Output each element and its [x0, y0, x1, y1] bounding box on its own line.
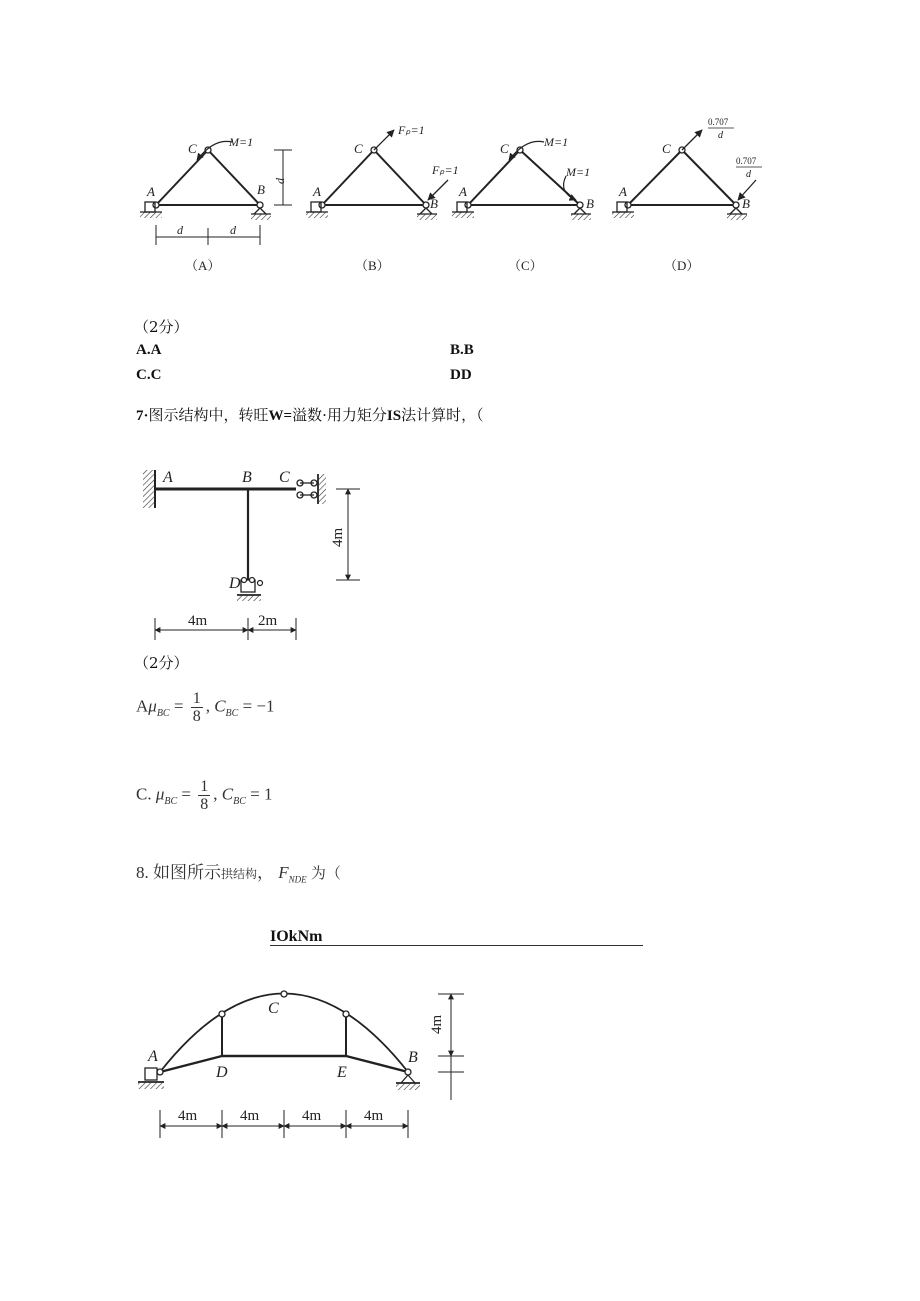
label-b: B	[430, 196, 438, 211]
q8-label-d: D	[216, 1064, 228, 1081]
label-c: C	[500, 141, 509, 156]
q8-load-line	[270, 945, 643, 946]
mu-symbol: μ	[148, 696, 157, 716]
fraction: $\frac{1}{8}$	[200, 778, 209, 813]
label-b: B	[586, 196, 594, 211]
q7-prefix: 7·	[136, 408, 149, 424]
q7-dim-right: 2m	[258, 613, 278, 629]
q7-bold-is: IS	[386, 408, 402, 424]
q8-question: 8. 如图所示拱结构， $F_{NDE}$ 为（	[136, 863, 341, 885]
mu-symbol: μ	[155, 784, 165, 804]
q7-label-c: C	[279, 469, 290, 486]
q7-bold-w: W=	[268, 408, 293, 424]
diagram-a	[140, 135, 292, 273]
label-f2: Fₚ=1	[432, 163, 459, 177]
label-c: C	[354, 141, 363, 156]
q7-dim-left: 4m	[188, 613, 208, 629]
label-c: C	[188, 141, 197, 156]
q7-score: （2分）	[134, 654, 189, 672]
q8-label-a: A	[148, 1048, 158, 1065]
q7-option-c[interactable]: C. $\mu_{BC}$ = $\frac{1}{8}$ , $C_{BC} = 1$	[136, 778, 273, 813]
q6-option-d[interactable]: DD	[450, 367, 472, 383]
q8-dim-2: 4m	[240, 1108, 260, 1124]
diagram-c	[452, 135, 594, 273]
label-f2-den: d	[746, 169, 751, 180]
label-f1-den: d	[718, 130, 723, 141]
caption-b: （B）	[355, 258, 390, 273]
q6-option-b[interactable]: B.B	[450, 342, 474, 358]
q8-dim-4: 4m	[364, 1108, 384, 1124]
label-f1: Fₚ=1	[398, 123, 425, 137]
q7-frame-diagram	[0, 450, 920, 670]
caption-a: （A）	[185, 258, 221, 273]
q7-question	[136, 404, 484, 425]
label-a: A	[459, 184, 467, 199]
q8-label-c: C	[268, 1000, 279, 1017]
label-m: M=1	[229, 135, 254, 149]
q6-score: （2分）	[134, 318, 189, 336]
q7-text-1: 图示结构中，转旺	[148, 406, 269, 424]
q7-text-3: 法计算时，（	[401, 406, 484, 424]
label-f1-num: 0.707	[708, 117, 729, 127]
q6-diagrams	[0, 0, 920, 290]
q8-dim-1: 4m	[178, 1108, 198, 1124]
label-a: A	[147, 184, 155, 199]
label-a: A	[313, 184, 321, 199]
q6-option-c[interactable]: C.C	[136, 367, 162, 383]
q8-load-label: IOkNm	[270, 928, 323, 945]
diagram-d	[612, 117, 762, 273]
q7-dim-vert: 4m	[330, 527, 346, 547]
q8-dim-3: 4m	[302, 1108, 322, 1124]
fraction: $\frac{1}{8}$	[192, 690, 201, 725]
label-a: A	[619, 184, 627, 199]
q7-label-d: D	[229, 575, 241, 592]
q8-label-b: B	[408, 1049, 418, 1066]
label-f2-num: 0.707	[736, 156, 757, 166]
dim-d-left: d	[177, 223, 183, 237]
q8-label-e: E	[337, 1064, 347, 1081]
label-m2: M=1	[566, 165, 591, 179]
q6-option-a[interactable]: A.A	[136, 342, 162, 358]
dim-d-vert: d	[273, 178, 287, 184]
caption-d: （D）	[664, 258, 700, 273]
caption-c: （C）	[508, 258, 543, 273]
label-c: C	[662, 141, 671, 156]
q7-label-a: A	[163, 469, 173, 486]
q7-text-2: 溢数·用力矩分	[292, 406, 387, 424]
label-m1: M=1	[544, 135, 569, 149]
label-b: B	[257, 182, 265, 197]
dim-d-right: d	[230, 223, 236, 237]
label-b: B	[742, 196, 750, 211]
diagram-b	[306, 123, 459, 273]
q8-arch-diagram	[0, 975, 920, 1145]
q7-label-b: B	[242, 469, 252, 486]
q7-option-a[interactable]: $A\mu_{BC}$ = $\frac{1}{8}$ , $C_{BC} = -1$	[136, 690, 275, 725]
q8-dim-vert: 4m	[429, 1014, 445, 1034]
